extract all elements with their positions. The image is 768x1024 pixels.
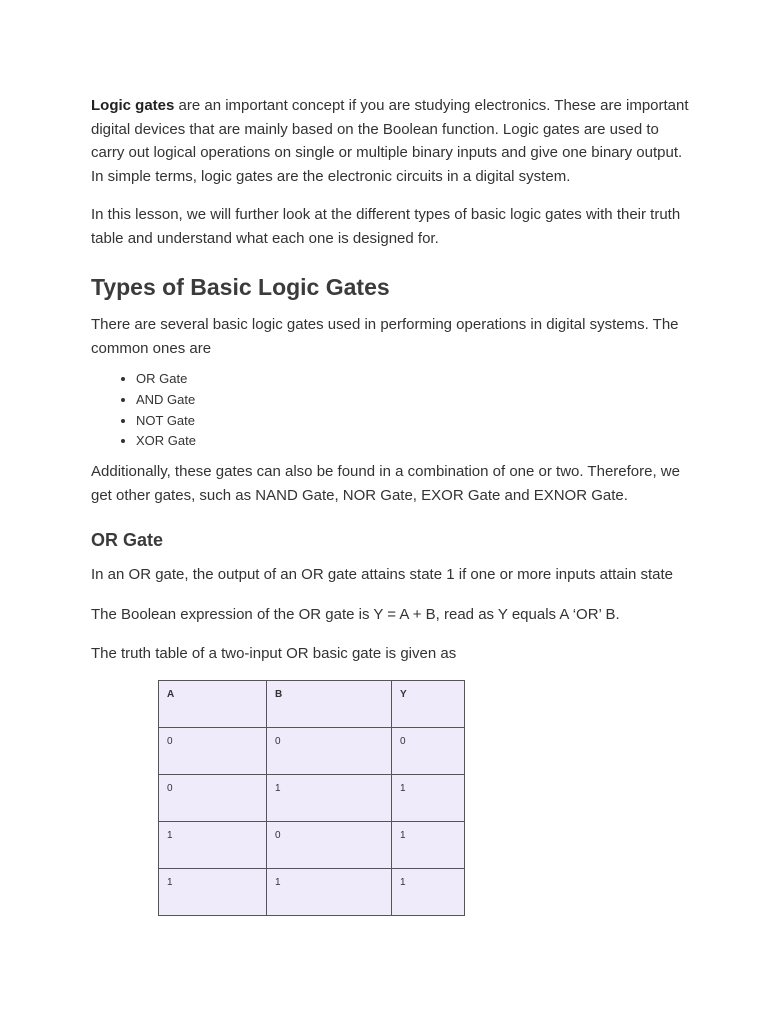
lesson-paragraph: In this lesson, we will further look at the different types of basic logic gates with their truth table and understand what each one is designed for.: [91, 206, 681, 247]
types-heading: Types of Basic Logic Gates: [91, 274, 390, 300]
list-item-and-gate: • AND Gate: [136, 390, 691, 411]
table-row: [159, 727, 465, 774]
table-row: [159, 821, 465, 868]
table-header-row: [159, 680, 465, 727]
table-cell: 0: [267, 727, 392, 774]
list-item-or-gate: • OR Gate: [136, 369, 691, 390]
table-header-a: A: [159, 680, 267, 727]
types-intro-paragraph: There are several basic logic gates used in performing operations in digital systems. The common ones are: [91, 316, 679, 357]
table-header-b: B: [267, 680, 392, 727]
table-row: [159, 774, 465, 821]
intro-text: are an important concept if you are studying electronics. These are important digital devices that are mainly based on the Boolean function. Logic gates are used to carry out logical operations on single or multiple binary inputs and give one binary output. In simple terms, logic gates are the electronic circuits in a digital system.: [91, 97, 689, 185]
table-cell: 1: [392, 774, 465, 821]
table-cell: 1: [392, 821, 465, 868]
additional-paragraph: Additionally, these gates can also be found in a combination of one or two. Therefore, we get other gates, such as NAND Gate, NOR Gate, EXOR Gate and EXNOR Gate.: [91, 463, 680, 504]
table-cell: 1: [159, 821, 267, 868]
document-page: [91, 94, 691, 916]
or-gate-heading: OR Gate: [91, 530, 164, 551]
table-header-y: Y: [392, 680, 465, 727]
or-gate-boolean-expression: The Boolean expression of the OR gate is Y = A + B, read as Y equals A ‘OR’ B.: [91, 605, 620, 623]
truth-table-intro: The truth table of a two-input OR basic gate is given as: [91, 645, 457, 663]
or-truth-table: [158, 680, 465, 916]
list-item-xor-gate: • XOR Gate: [136, 431, 691, 452]
table-cell: 1: [267, 868, 392, 915]
gate-list: [91, 369, 691, 452]
list-item-not-gate: • NOT Gate: [136, 411, 691, 432]
table-cell: 0: [392, 727, 465, 774]
table-row: [159, 868, 465, 915]
intro-paragraph: [91, 94, 691, 188]
table-cell: 0: [159, 727, 267, 774]
table-cell: 1: [392, 868, 465, 915]
table-cell: 0: [267, 821, 392, 868]
table-cell: 0: [159, 774, 267, 821]
table-cell: 1: [159, 868, 267, 915]
intro-bold-term: Logic gates: [91, 97, 175, 114]
or-gate-description: In an OR gate, the output of an OR gate attains state 1 if one or more inputs attain state: [91, 566, 674, 584]
table-cell: 1: [267, 774, 392, 821]
